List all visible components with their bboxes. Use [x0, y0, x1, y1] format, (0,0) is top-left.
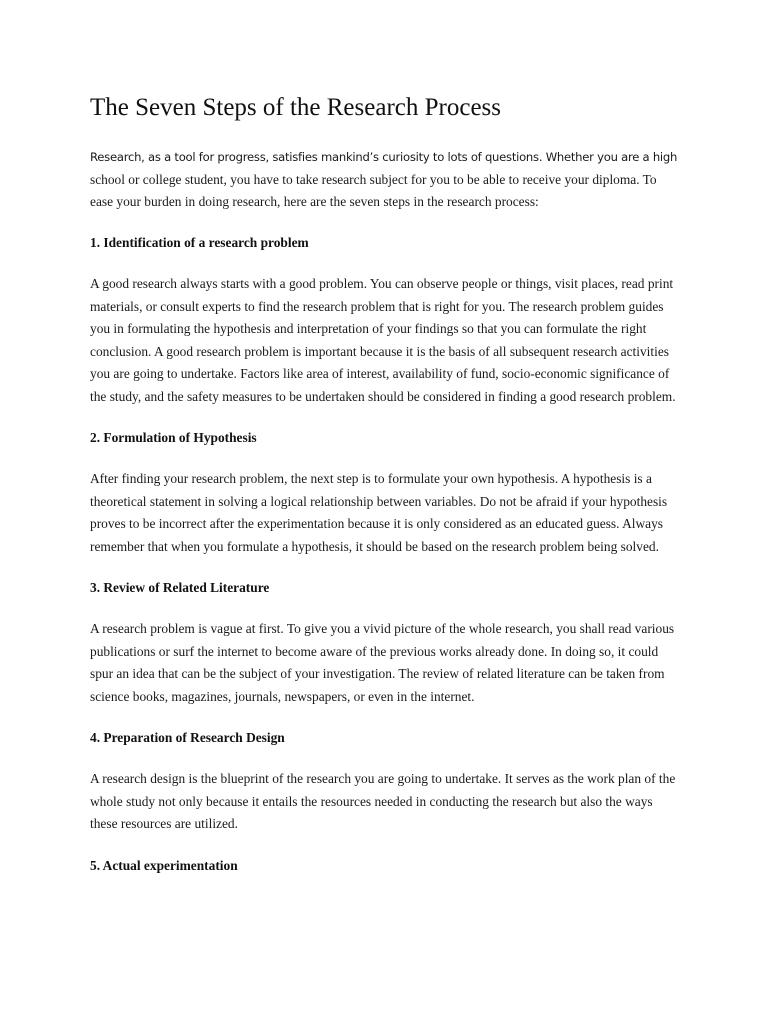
intro-rest-text: school or college student, you have to take research subject for you to be able to receive your diploma. To ease your burden in doing research, here are the seven steps in the research process: — [90, 171, 657, 209]
section-body-3: A research problem is vague at first. To give you a vivid picture of the whole research, you shall read various publications or surf the internet to become aware of the previous works already done. In doing so, it could spur an idea that can be the subject of your investigation. The review of related literature can be taken from science books, magazines, journals, newspapers, or even in the internet. — [90, 621, 675, 704]
section-heading-2: 2. Formulation of Hypothesis — [90, 430, 257, 445]
intro-lead-text: Research, as a tool for progress, satisfies mankind’s curiosity to lots of questions. Whether you are a high — [90, 150, 678, 164]
page-title: The Seven Steps of the Research Process — [90, 94, 501, 121]
section-heading-1: 1. Identification of a research problem — [90, 235, 309, 250]
section-body-2: After finding your research problem, the next step is to formulate your own hypothesis. A hypothesis is a theoretical statement in solving a logical relationship between variables. Do not be afraid if your hypothesis proves to be incorrect after the experimentation because it is only considered as an educated guess. Always remember that when you formulate a hypothesis, it should be based on the research problem being solved. — [90, 471, 668, 554]
section-body-1: A good research always starts with a good problem. You can observe people or things, visit places, read print materials, or consult experts to find the research problem that is right for you. The research problem guides you in formulating the hypothesis and interpretation of your findings so that you can formulate the right conclusion. A good research problem is important because it is the basis of all subsequent research activities you are going to undertake. Factors like area of interest, availability of fund, socio-economic significance of the study, and the safety measures to be undertaken should be considered in finding a good research problem. — [90, 276, 676, 404]
section-body-4: A research design is the blueprint of the research you are going to undertake. It serves as the work plan of the whole study not only because it entails the resources needed in conducting the research but also the ways these resources are utilized. — [90, 771, 676, 831]
intro-paragraph — [90, 146, 680, 214]
section-heading-5: 5. Actual experimentation — [90, 858, 238, 873]
section-heading-4: 4. Preparation of Research Design — [90, 730, 285, 745]
section-heading-3: 3. Review of Related Literature — [90, 580, 270, 595]
